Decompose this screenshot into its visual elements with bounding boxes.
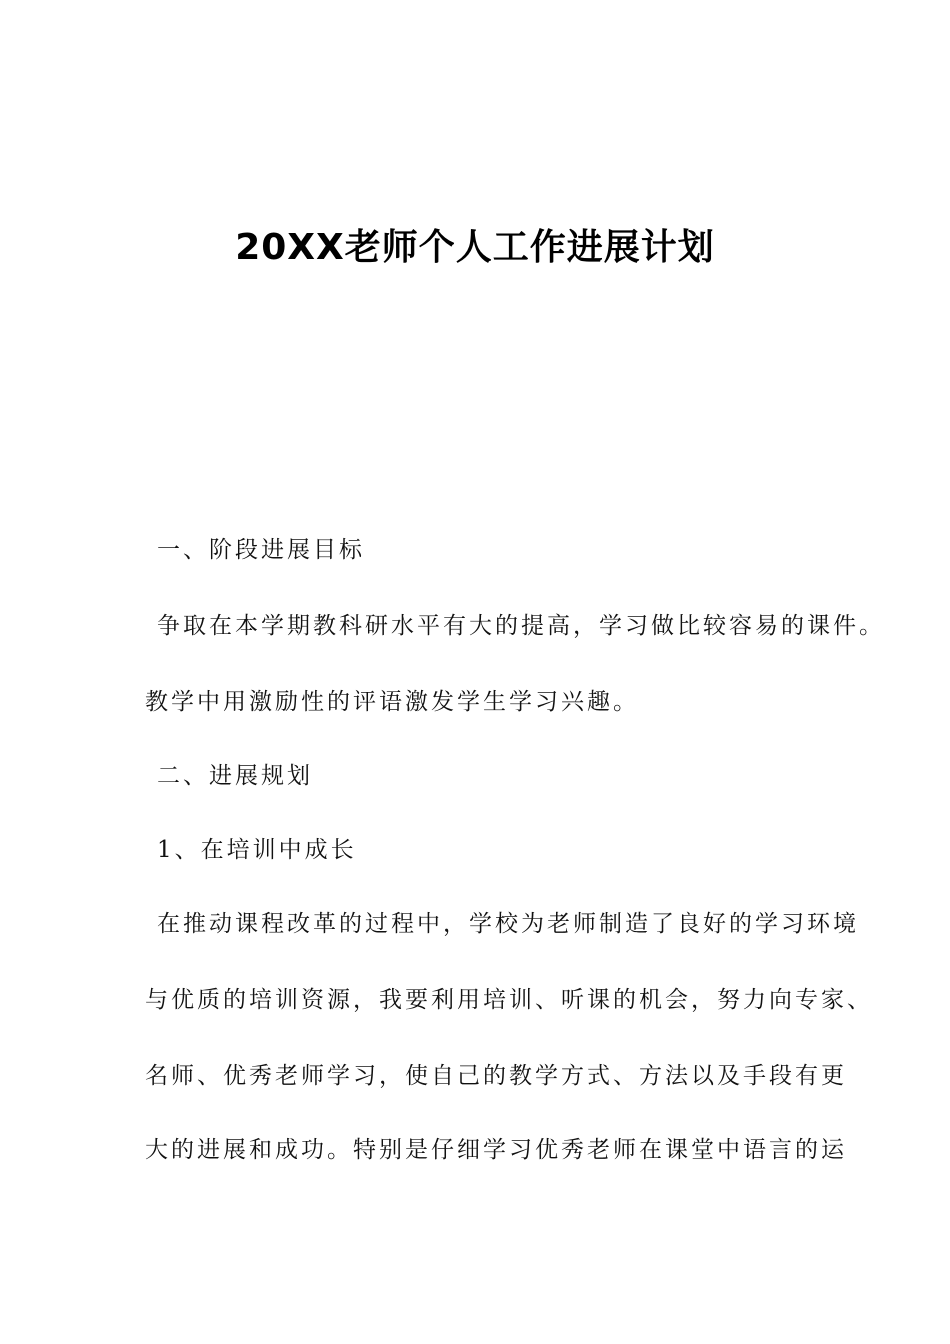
section-heading-plan: 二、进展规划 (157, 763, 313, 789)
document-title: 20XX老师个人工作进展计划 (235, 227, 715, 268)
paragraph-line: 与优质的培训资源，我要利用培训、听课的机会，努力向专家、 (145, 987, 873, 1013)
paragraph-line: 教学中用激励性的评语激发学生学习兴趣。 (145, 689, 639, 715)
paragraph-line: 大的进展和成功。特别是仔细学习优秀老师在课堂中语言的运 (145, 1137, 847, 1163)
subsection-heading-training: 1、在培训中成长 (157, 837, 357, 863)
section-heading-goals: 一、阶段进展目标 (157, 537, 365, 563)
paragraph-line: 名师、优秀老师学习，使自己的教学方式、方法以及手段有更 (145, 1063, 847, 1089)
paragraph-line: 在推动课程改革的过程中，学校为老师制造了良好的学习环境 (157, 911, 859, 937)
paragraph-line: 争取在本学期教科研水平有大的提高，学习做比较容易的课件。 (157, 613, 885, 639)
